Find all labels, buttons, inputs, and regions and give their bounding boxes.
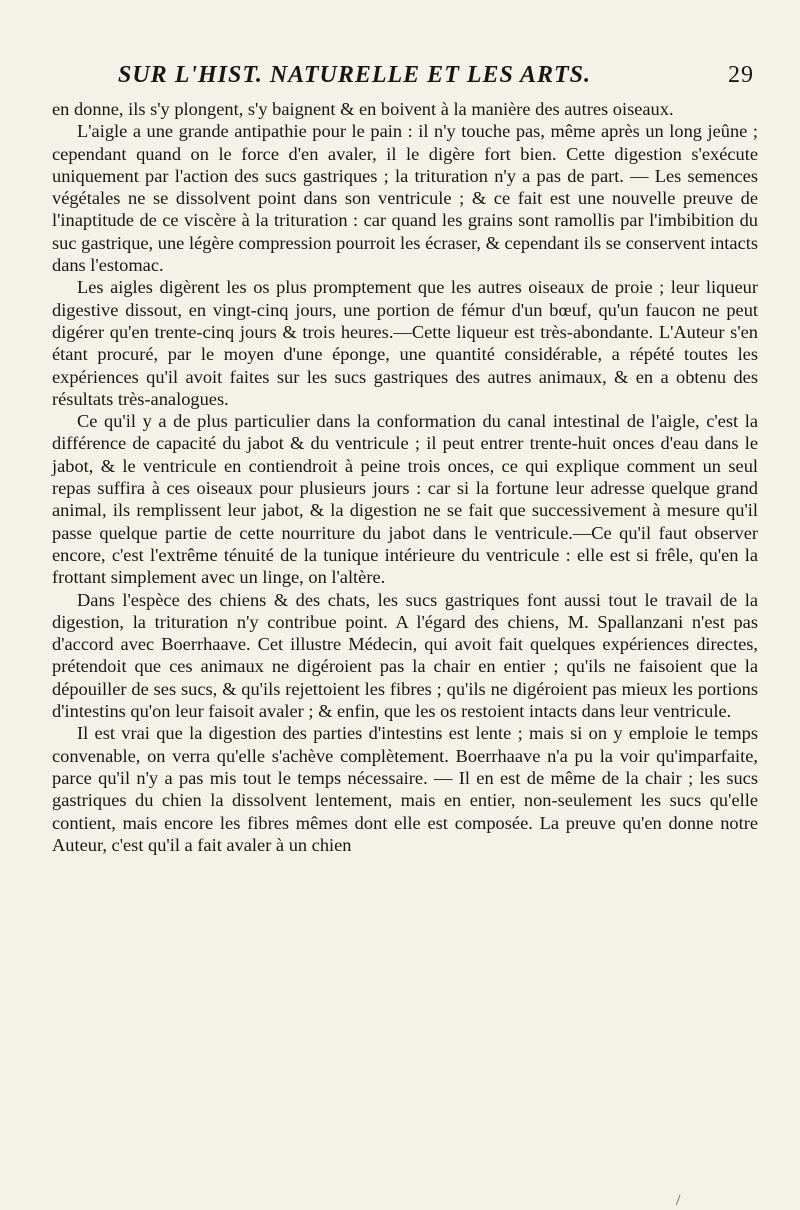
page-number: 29: [728, 62, 754, 88]
running-title: SUR L'HIST. NATURELLE ET LES ARTS.: [118, 62, 591, 88]
paragraph-eagle-bread: L'aigle a une grande antipathie pour le pain : il n'y touche pas, même après un long jeûne ; cependant quand on le force d'en avaler, il le digère fort bien. Cette digestion s'exécute uniquement par l'action des sucs gastriques ; la trituration n'y a pas de part. — Les semences végétales ne se dissolvent point dans son ventricule ; & ce fait est une nouvelle preuve de l'inaptitude de ce viscère à la trituration : car quand les grains sont ramollis par l'imbibition du suc gastrique, une légère compression pourroit les écraser, & cependant ils se conservent intacts dans l'estomac.: [52, 121, 758, 276]
paragraph-eagle-crop: Ce qu'il y a de plus particulier dans la conformation du canal intestinal de l'aigle, c'est la différence de capacité du jabot & du ventricule ; il peut entrer trente-huit onces d'eau dans le jabot, & le ventricule en contiendroit à peine trois onces, ce qui explique comment un seul repas suffira à ces oiseaux pour plusieurs jours : car si la fortune leur adresse quelque grand animal, ils remplissent leur jabot, & la digestion ne se fait que successivement à mesure qu'il passe quelque partie de cette nourriture du jabot dans le ventricule.—Ce qu'il faut observer encore, c'est l'extrême ténuité de la tunique intérieure du ventricule : elle est si frêle, qu'en la frottant simplement avec un linge, on l'altère.: [52, 411, 758, 588]
paragraph-dogs-cats: Dans l'espèce des chiens & des chats, les sucs gastriques font aussi tout le travail de la digestion, la trituration n'y contribue point. A l'égard des chiens, M. Spallanzani n'est pas d'accord avec Boerrhaave. Cet illustre Médecin, qui avoit fait quelques expériences directes, prétendoit que ces animaux ne digéroient pas la chair en entier ; qu'ils ne faisoient que la dépouiller de ses sucs, & qu'ils rejettoient les fibres ; qu'ils ne digéroient pas mieux les portions d'intestins qu'on leur faisoit avaler ; & enfin, que les os restoient intacts dans leur ventricule.: [52, 589, 758, 722]
paragraph-eagle-bones: Les aigles digèrent les os plus promptement que les autres oiseaux de proie ; leur liqueur digestive dissout, en vingt-cinq jours, une portion de fémur d'un bœuf, qu'un faucon ne peut digérer qu'en trente-cinq jours & trois heures.—Cette liqueur est très-abondante. L'Auteur s'en étant procuré, par le moyen d'une éponge, une quantité considérable, a répété toutes les expériences qu'il avoit faites sur les sucs gastriques des autres animaux, & en a obtenu des résultats très-analogues.: [52, 277, 758, 409]
running-header: [118, 62, 754, 92]
body-text: [52, 98, 758, 856]
paragraph-intestine-digestion: Il est vrai que la digestion des parties d'intestins est lente ; mais si on y emploie le temps convenable, on verra qu'elle s'achève complètement. Boerrhaave n'a pu la voir qu'imparfaite, parce qu'il n'y a pas mis tout le temps nécessaire. — Il en est de même de la chair ; les sucs gastriques du chien la dissolvent lentement, mais en entier, non-seulement les sucs qu'elle contient, mais encore les fibres mêmes dont elle est composée. La preuve qu'en donne notre Auteur, c'est qu'il a fait avaler à un chien: [52, 723, 758, 855]
paragraph-continuation: en donne, ils s'y plongent, s'y baignent & en boivent à la manière des autres oiseaux.: [52, 99, 674, 119]
footer-mark: /: [676, 1192, 681, 1209]
